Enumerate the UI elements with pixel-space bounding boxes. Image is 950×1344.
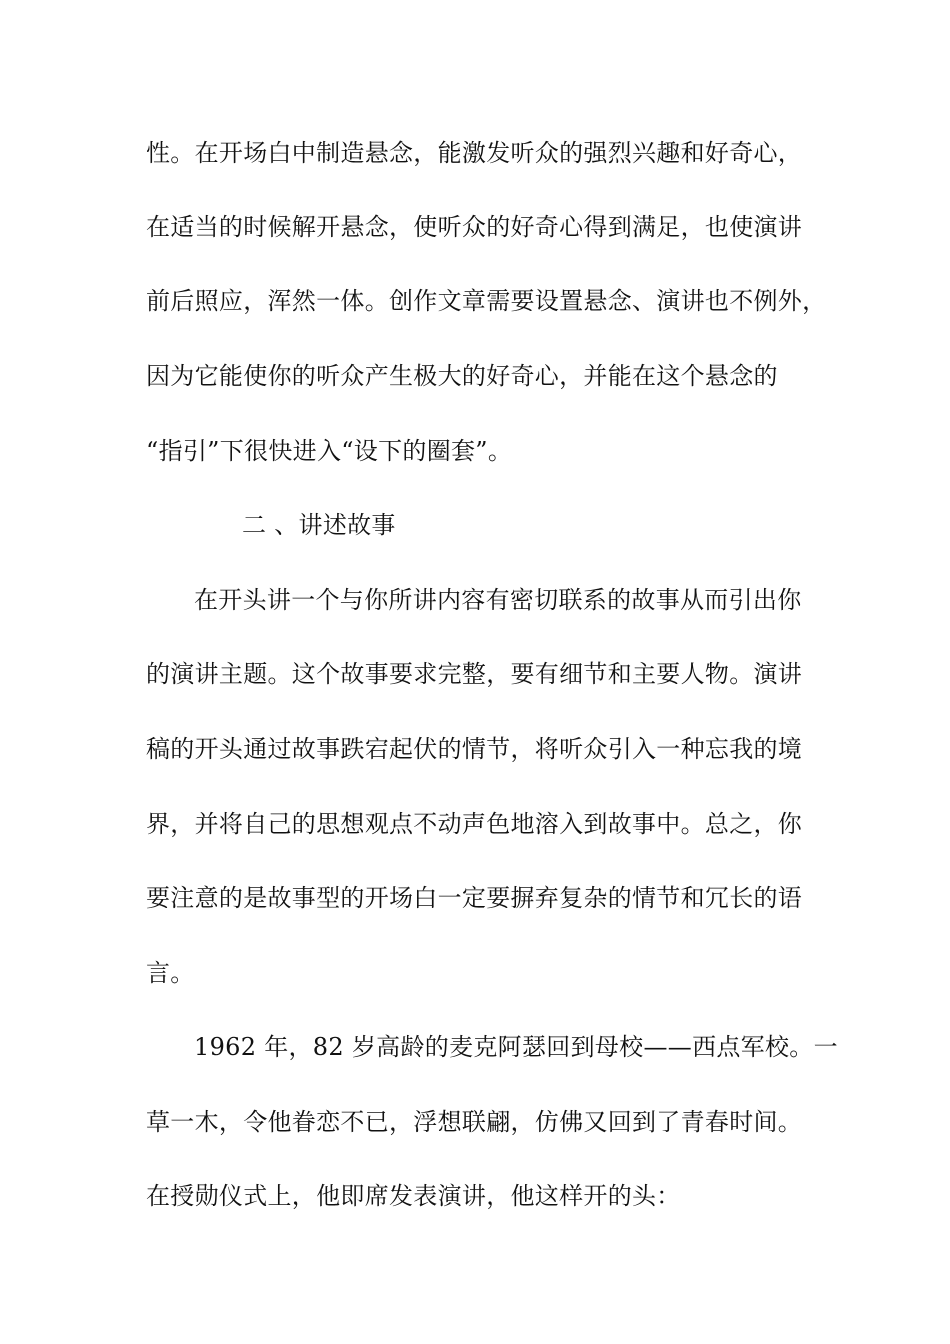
- paragraph-line: 的演讲主题。这个故事要求完整，要有细节和主要人物。演讲: [146, 660, 803, 688]
- paragraph-line: 在授勋仪式上，他即席发表演讲，他这样开的头：: [146, 1182, 681, 1210]
- paragraph-line: 因为它能使你的听众产生极大的好奇心，并能在这个悬念的: [146, 362, 778, 390]
- paragraph-first-line: 1962 年，82 岁高龄的麦克阿瑟回到母校——西点军校。一: [194, 1033, 838, 1061]
- paragraph-line: 性。在开场白中制造悬念，能激发听众的强烈兴趣和好奇心，: [146, 139, 803, 167]
- paragraph-line: 草一木，令他眷恋不已，浮想联翩，仿佛又回到了青春时间。: [146, 1108, 803, 1136]
- section-heading: 二 、讲述故事: [242, 511, 396, 539]
- paragraph-line: 在适当的时候解开悬念，使听众的好奇心得到满足，也使演讲: [146, 213, 803, 241]
- paragraph-line: 言。: [146, 959, 195, 987]
- paragraph-first-line: 在开头讲一个与你所讲内容有密切联系的故事从而引出你: [194, 586, 802, 614]
- paragraph-line: 界，并将自己的思想观点不动声色地溶入到故事中。总之，你: [146, 810, 803, 838]
- paragraph-line: “指引”下很快进入“设下的圈套”。: [146, 437, 513, 465]
- paragraph-line: 稿的开头通过故事跌宕起伏的情节，将听众引入一种忘我的境: [146, 735, 803, 763]
- paragraph-line: 要注意的是故事型的开场白一定要摒弃复杂的情节和冗长的语: [146, 884, 803, 912]
- paragraph-line: 前后照应，浑然一体。创作文章需要设置悬念、演讲也不例外，: [146, 287, 827, 315]
